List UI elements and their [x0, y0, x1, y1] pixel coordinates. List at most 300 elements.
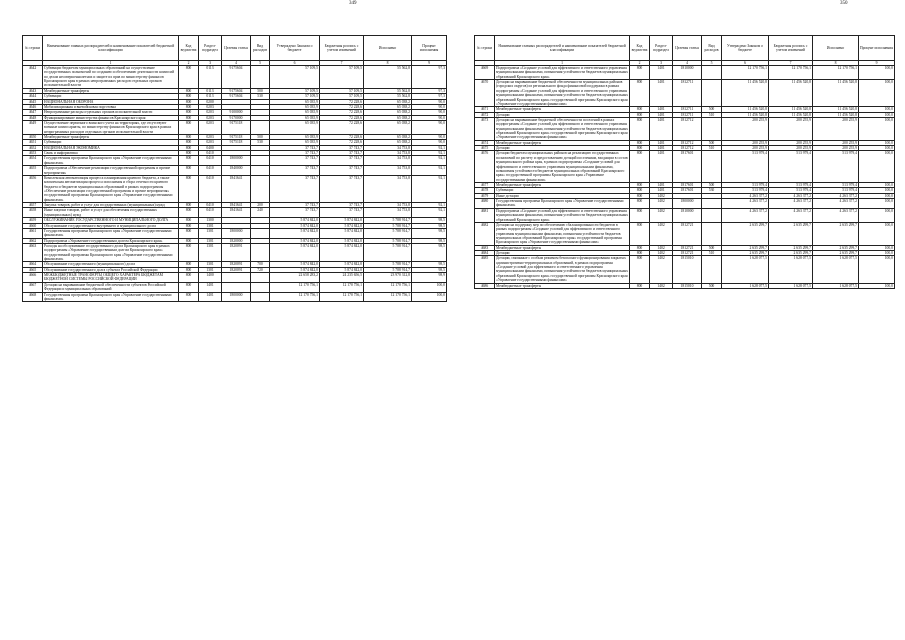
value-cell: 0410 [199, 156, 222, 166]
value-cell: 97,3 [412, 94, 447, 99]
row-name-cell: Дотации, связанные с особым режимом безопасного функционирования закрытых административно-территориальных образований, в рамках подпрограммы «Создание условий для эффективного и ответственного управления муниципальными финансами, повышения устойчивости бюджетов муниципальных образований Красноярского края» государственной программы Красноярского края «Управление государственными финансами» [496, 256, 628, 283]
value-cell: 57 109,5 [320, 88, 364, 93]
value-cell: 0203 [199, 120, 222, 134]
value-cell: 37 743,7 [270, 166, 320, 176]
value-cell: 1812711 [673, 80, 702, 107]
value-cell [251, 228, 270, 238]
value-cell: 100,0 [859, 283, 895, 288]
value-cell: 23 970 312,8 [364, 273, 412, 283]
value-cell: 0113 [199, 94, 222, 99]
value-cell: 4 263 377,2 [813, 193, 859, 198]
value-cell: 1401 [650, 182, 673, 187]
value-cell: 72 228,6 [320, 115, 364, 120]
header-cell: Исполнено [813, 36, 859, 61]
value-cell: 11 456 520,8 [769, 107, 813, 112]
value-cell: 22 658 283,2 [270, 273, 320, 283]
column-index-cell: 1 [495, 61, 630, 66]
value-cell: 1 628 077,5 [722, 256, 769, 283]
column-index-cell: 7 [769, 61, 813, 66]
value-cell: 5 874 842,0 [320, 243, 364, 261]
row-name-cell: Дотации на выравнивание бюджетной обеспеченности поселений в рамках подпрограммы «Создание условий для эффективного и ответственного управления муниципальными финансами, повышения устойчивости бюджетов муниципальных образований Красноярского края» государственной программы Красноярского края «Управление государственными финансами» [496, 117, 628, 140]
table-row [475, 222, 895, 245]
value-cell [251, 175, 270, 202]
value-cell: 800 [179, 238, 199, 243]
row-number-cell: 4664 [23, 262, 43, 267]
value-cell: 65 035,9 [270, 115, 320, 120]
header-cell: Наименование главных распорядителей и наименование показателей бюджетной классификации [495, 36, 630, 61]
value-cell: 1800000 [222, 292, 251, 302]
row-number-cell: 4685 [475, 256, 495, 283]
value-cell: 100,0 [859, 182, 895, 187]
column-index-cell: 9 [859, 61, 895, 66]
value-cell: 4 263 377,2 [813, 208, 859, 222]
value-cell: 1401 [650, 188, 673, 193]
value-cell: 1815010 [673, 283, 702, 288]
header-cell: Целевая статья [222, 36, 251, 61]
row-name-cell: Иные закупки товаров, работ и услуг для обеспечения государственных (муниципальных) нужд [43, 208, 179, 218]
table-row [23, 243, 447, 261]
header-cell: № строки [23, 36, 43, 61]
value-cell: 800 [630, 107, 650, 112]
table-row [475, 256, 895, 283]
value-cell: 65 035,9 [270, 110, 320, 115]
value-cell: 5 874 842,0 [320, 262, 364, 267]
value-cell: 65 038,2 [364, 120, 412, 134]
value-cell: 65 038,2 [364, 104, 412, 109]
value-cell: 100,0 [859, 140, 895, 145]
value-cell: 5 788 914,7 [364, 267, 412, 272]
value-cell: 100,0 [859, 66, 895, 80]
value-cell: 530 [251, 94, 270, 99]
column-index-cell: 4 [673, 61, 702, 66]
value-cell: 510 [702, 146, 722, 151]
value-cell: 800 [179, 88, 199, 93]
value-cell: 0203 [199, 115, 222, 120]
row-name-cell: Дотации [495, 251, 630, 256]
value-cell: 57 109,5 [270, 94, 320, 99]
row-number-cell: 4671 [475, 107, 495, 112]
row-name-cell: Дотации бюджетам муниципальных районов на реализацию государственных полномочий по расчету и предоставлению дотаций поселениям, входящим в состав муниципального района края, в рамках подпрограммы «Создание условий для эффективного и ответственного управления муниципальными финансами, повышения устойчивости бюджетов муниципальных образований Красноярского края» государственной программы Красноярского края «Управление государственными финансами» [496, 151, 628, 182]
value-cell: 500 [251, 88, 270, 93]
value-cell: 800 [179, 203, 199, 208]
value-cell: 12 170 756,1 [364, 282, 412, 292]
value-cell: 1820091 [222, 267, 251, 272]
value-cell: 1820091 [222, 262, 251, 267]
value-cell: 5 874 842,0 [270, 267, 320, 272]
table-row [23, 120, 447, 134]
row-name-cell: Государственная программа Красноярского края «Управление государственными финансами» [43, 228, 179, 238]
value-cell: 37 743,7 [320, 151, 364, 156]
value-cell: 0113 [199, 66, 222, 89]
value-cell: 37 743,7 [320, 208, 364, 218]
value-cell: 37 743,7 [320, 175, 364, 202]
row-name-cell: Межбюджетные трансферты [495, 245, 630, 250]
value-cell: 90,0 [412, 140, 447, 145]
value-cell: 1401 [650, 146, 673, 151]
row-number-cell: 4686 [475, 283, 495, 288]
value-cell: 11 456 520,8 [769, 80, 813, 107]
value-cell: 92,1 [412, 151, 447, 156]
value-cell: 1812712 [673, 146, 702, 151]
row-number-cell: 4649 [23, 120, 43, 134]
value-cell: 800 [630, 117, 650, 140]
value-cell: 530 [702, 188, 722, 193]
header-cell: Утверждено Законом о бюджете [270, 36, 320, 61]
row-number-cell: 4650 [23, 135, 43, 140]
value-cell: 9175118 [222, 120, 251, 134]
row-number-cell: 4675 [475, 146, 495, 151]
value-cell: 200 255,9 [722, 117, 769, 140]
row-name-cell: ОБСЛУЖИВАНИЕ ГОСУДАРСТВЕННОГО И МУНИЦИПАЛЬНОГО ДОЛГА [43, 218, 179, 223]
value-cell: 513 979,4 [722, 188, 769, 193]
value-cell: 1841641 [222, 208, 251, 218]
table-row [475, 80, 895, 107]
row-number-cell: 4652 [23, 145, 43, 150]
value-cell: 37 743,7 [270, 145, 320, 150]
value-cell: 513 979,4 [722, 151, 769, 183]
page-number: 349 [349, 1, 357, 6]
table-row [23, 228, 447, 238]
header-cell: Наименование главных распорядителей и наименование показателей бюджетной классификации [43, 36, 179, 61]
value-cell: 1 628 077,5 [722, 283, 769, 288]
value-cell: 800 [179, 115, 199, 120]
value-cell: 1401 [650, 66, 673, 80]
value-cell: 1300 [199, 218, 222, 223]
value-cell: 12 170 756,1 [769, 66, 813, 80]
header-cell: Бюджетная роспись с учетом изменений [320, 36, 364, 61]
value-cell: 9175604 [222, 88, 251, 93]
value-cell: 1817601 [673, 188, 702, 193]
value-cell: 500 [702, 245, 722, 250]
right-page [458, 0, 905, 640]
value-cell [702, 256, 722, 283]
value-cell: 800 [630, 66, 650, 80]
value-cell: 800 [630, 182, 650, 187]
value-cell: 0203 [199, 110, 222, 115]
row-number-cell: 4657 [23, 203, 43, 208]
value-cell: 800 [179, 292, 199, 302]
table-row [475, 208, 895, 222]
value-cell: 800 [179, 120, 199, 134]
value-cell: 34 753,8 [364, 166, 412, 176]
value-cell: 1402 [650, 283, 673, 288]
value-cell: 2 635 299,7 [769, 251, 813, 256]
value-cell: 65 038,2 [364, 140, 412, 145]
value-cell: 530 [251, 140, 270, 145]
value-cell: 1301 [199, 238, 222, 243]
value-cell: 510 [702, 112, 722, 117]
column-index-cell: 6 [270, 61, 320, 66]
row-number-cell: 4643 [23, 88, 43, 93]
header-cell: Процент исполнения [859, 36, 895, 61]
value-cell: 500 [702, 283, 722, 288]
value-cell: 1812711 [673, 107, 702, 112]
row-number-cell: 4665 [23, 267, 43, 272]
row-name-cell: Непрограммные расходы отдельных органов исполнительной власти [43, 110, 179, 115]
value-cell [251, 292, 270, 302]
table-row [23, 156, 447, 166]
value-cell [222, 282, 251, 292]
header-cell: Целевая статья [673, 36, 702, 61]
column-index-cell: 3 [199, 61, 222, 66]
row-name-cell: Субвенции бюджетам муниципальных образований на осуществление государственных полномочий по созданию и обеспечению деятельности комиссий по делам несовершеннолетних и защите их прав по министерству финансов Красноярского края в рамках непрограммных расходов отдельных органов исполнительной власти [43, 66, 179, 89]
value-cell: 65 038,2 [364, 110, 412, 115]
value-cell: 12 170 756,1 [320, 282, 364, 292]
value-cell: 9175118 [222, 140, 251, 145]
value-cell: 5 874 842,0 [270, 243, 320, 261]
row-number-cell: 4680 [475, 199, 495, 209]
row-name-cell: Подпрограмма «Создание условий для эффективного и ответственного управления муниципальными финансами, повышения устойчивости бюджетов муниципальных образований Красноярского края» [496, 208, 628, 222]
value-cell: 4 263 377,2 [769, 193, 813, 198]
row-number-cell: 4655 [23, 166, 43, 176]
table-row [475, 151, 895, 183]
value-cell: 1402 [650, 199, 673, 209]
row-name-cell: Субвенции [495, 188, 630, 193]
value-cell: 2 635 299,7 [769, 222, 813, 245]
value-cell: 2 635 299,7 [813, 222, 859, 245]
value-cell [702, 208, 722, 222]
value-cell [702, 151, 722, 183]
value-cell: 1402 [650, 256, 673, 283]
value-cell: 37 743,7 [270, 175, 320, 202]
row-number-cell: 4681 [475, 208, 495, 222]
value-cell: 11 456 520,8 [722, 107, 769, 112]
column-index-cell: 6 [722, 61, 769, 66]
value-cell: 90,0 [412, 110, 447, 115]
value-cell: 11 456 520,8 [813, 112, 859, 117]
value-cell: 34 753,8 [364, 208, 412, 218]
value-cell: 800 [630, 80, 650, 107]
value-cell: 1 628 077,5 [769, 283, 813, 288]
value-cell: 5 874 842,0 [270, 218, 320, 223]
value-cell: 4 263 377,2 [813, 199, 859, 209]
row-name-cell: Субвенции [43, 140, 179, 145]
value-cell: 800 [179, 66, 199, 89]
value-cell: 800 [630, 283, 650, 288]
value-cell: 98,5 [412, 238, 447, 243]
value-cell: 2 635 299,7 [813, 251, 859, 256]
value-cell: 34 753,8 [364, 203, 412, 208]
header-cell: № строки [475, 36, 495, 61]
value-cell: 4 263 377,2 [722, 193, 769, 198]
value-cell: 513 979,4 [769, 151, 813, 183]
row-name-cell: НАЦИОНАЛЬНАЯ ЭКОНОМИКА [43, 145, 179, 150]
table-row [23, 208, 447, 218]
value-cell: 1301 [199, 262, 222, 267]
value-cell: 800 [630, 256, 650, 283]
value-cell: 92,1 [412, 156, 447, 166]
value-cell: 2 635 299,7 [769, 245, 813, 250]
value-cell: 11 456 520,8 [813, 80, 859, 107]
value-cell: 100,0 [859, 117, 895, 140]
value-cell: 200 255,9 [722, 140, 769, 145]
row-number-cell: 4666 [23, 273, 43, 283]
column-index-cell: 1 [43, 61, 179, 66]
value-cell: 65 035,9 [270, 99, 320, 104]
value-cell: 9175604 [222, 94, 251, 99]
value-cell: 200 255,9 [769, 140, 813, 145]
value-cell: 1301 [199, 267, 222, 272]
value-cell: 1820091 [222, 243, 251, 261]
value-cell [251, 166, 270, 176]
value-cell: 34 753,8 [364, 145, 412, 150]
value-cell: 5 788 914,7 [364, 218, 412, 223]
row-name-cell: Межбюджетные трансферты [495, 283, 630, 288]
row-number-cell: 4677 [475, 182, 495, 187]
value-cell: 0200 [199, 99, 222, 104]
row-number-cell: 4651 [23, 140, 43, 145]
value-cell: 37 743,7 [270, 203, 320, 208]
value-cell: 37 743,7 [270, 208, 320, 218]
row-number-cell: 4647 [23, 110, 43, 115]
value-cell: 1400 [199, 273, 222, 283]
value-cell: 92,1 [412, 166, 447, 176]
value-cell: 100,0 [859, 188, 895, 193]
value-cell: 1841641 [222, 175, 251, 202]
value-cell: 1812721 [673, 251, 702, 256]
value-cell: 90,0 [412, 120, 447, 134]
value-cell: 800 [179, 228, 199, 238]
row-number-cell: 4653 [23, 151, 43, 156]
value-cell: 700 [251, 262, 270, 267]
value-cell: 97,3 [412, 66, 447, 89]
value-cell: 37 743,7 [270, 151, 320, 156]
row-name-cell: Субвенции [43, 94, 179, 99]
value-cell: 72 228,6 [320, 110, 364, 115]
value-cell: 1820000 [222, 238, 251, 243]
value-cell: 800 [179, 218, 199, 223]
value-cell: 9175118 [222, 135, 251, 140]
row-number-cell: 4660 [23, 223, 43, 228]
row-name-cell: Функционирование министерства финансов Красноярского края [43, 115, 179, 120]
value-cell: 5 874 842,0 [320, 238, 364, 243]
value-cell: 1 628 077,5 [769, 256, 813, 283]
value-cell: 100,0 [859, 151, 895, 183]
value-cell: 34 753,8 [364, 175, 412, 202]
row-number-cell: 4674 [475, 140, 495, 145]
value-cell [251, 243, 270, 261]
value-cell: 1840000 [222, 166, 251, 176]
value-cell: 12 170 756,1 [364, 292, 412, 302]
table-row [475, 117, 895, 140]
row-name-cell: Комплексная автоматизация процесса планирования краевого бюджета, а также комплексная автоматизация процесса исполнения и сбора отчетности краевого бюджета и бюджетов муниципальных образований в рамках подпрограммы «Обеспечение реализации государственной программы и прочие мероприятия» государственной программы Красноярского края «Управление государственными финансами» [43, 175, 179, 202]
value-cell: 1401 [650, 151, 673, 183]
value-cell: 37 743,7 [270, 156, 320, 166]
value-cell: 98,5 [412, 243, 447, 261]
value-cell: 800 [179, 156, 199, 166]
header-row [23, 36, 447, 61]
value-cell: 1812712 [673, 117, 702, 140]
row-number-cell: 4662 [23, 238, 43, 243]
value-cell: 97,3 [412, 88, 447, 93]
row-name-cell: Связь и информатика [43, 151, 179, 156]
header-cell: Раздел-подраздел [199, 36, 222, 61]
value-cell: 0203 [199, 135, 222, 140]
value-cell: 100,0 [859, 80, 895, 107]
row-number-cell: 4663 [23, 243, 43, 261]
row-number-cell: 4668 [23, 292, 43, 302]
column-index-cell: 8 [364, 61, 412, 66]
row-name-cell: Обслуживание государственного долга субъекта Российской Федерации [43, 267, 179, 272]
header-cell: Код ведомства [630, 36, 650, 61]
table-row [23, 282, 447, 292]
value-cell: 800 [179, 94, 199, 99]
value-cell: 90,0 [412, 104, 447, 109]
value-cell: 5 874 842,0 [270, 228, 320, 238]
value-cell: 5 874 842,0 [320, 223, 364, 228]
value-cell: 800 [179, 140, 199, 145]
value-cell: 12 170 756,1 [270, 292, 320, 302]
row-number-cell: 4667 [23, 282, 43, 292]
value-cell: 800 [179, 135, 199, 140]
value-cell: 100,0 [859, 222, 895, 245]
value-cell: 5 874 842,0 [320, 267, 364, 272]
value-cell: 1401 [650, 117, 673, 140]
value-cell: 4 263 377,2 [769, 199, 813, 209]
value-cell: 200 255,9 [722, 146, 769, 151]
value-cell: 37 743,7 [320, 203, 364, 208]
row-name-cell: МЕЖБЮДЖЕТНЫЕ ТРАНСФЕРТЫ ОБЩЕГО ХАРАКТЕРА БЮДЖЕТАМ БЮДЖЕТНОЙ СИСТЕМЫ РОССИЙСКОЙ ФЕДЕРАЦИИ [43, 273, 179, 283]
value-cell: 800 [630, 146, 650, 151]
header-cell: Раздел-подраздел [650, 36, 673, 61]
value-cell: 2 635 299,7 [722, 222, 769, 245]
row-name-cell: Дотации [495, 146, 630, 151]
value-cell: 1800000 [222, 228, 251, 238]
value-cell: 100,0 [412, 292, 447, 302]
value-cell: 65 035,9 [270, 104, 320, 109]
value-cell: 1301 [199, 243, 222, 261]
value-cell: 57 109,5 [270, 66, 320, 89]
row-number-cell: 4683 [475, 245, 495, 250]
value-cell: 98,9 [412, 273, 447, 283]
value-cell: 1812711 [673, 112, 702, 117]
value-cell: 100,0 [859, 245, 895, 250]
value-cell: 1402 [650, 222, 673, 245]
value-cell [251, 120, 270, 134]
column-index-cell: 5 [702, 61, 722, 66]
value-cell: 800 [630, 222, 650, 245]
value-cell: 1301 [199, 228, 222, 238]
row-number-cell: 4654 [23, 156, 43, 166]
value-cell: 65 038,2 [364, 115, 412, 120]
header-cell: Код ведомства [179, 36, 199, 61]
header-cell: Процент исполнения [412, 36, 447, 61]
value-cell: 800 [179, 243, 199, 261]
value-cell: 98,5 [412, 223, 447, 228]
value-cell: 800 [179, 110, 199, 115]
row-name-cell: Закупка товаров, работ и услуг для государственных (муниципальных) нужд [43, 203, 179, 208]
row-name-cell: Государственная программа Красноярского края «Управление государственными финансами» [43, 292, 179, 302]
value-cell: 0113 [199, 88, 222, 93]
column-index-cell: 2 [179, 61, 199, 66]
value-cell: 55 562,8 [364, 88, 412, 93]
value-cell: 800 [179, 262, 199, 267]
value-cell: 90,0 [412, 115, 447, 120]
value-cell: 11 456 520,8 [722, 80, 769, 107]
value-cell: 98,5 [412, 267, 447, 272]
value-cell: 5 788 914,7 [364, 238, 412, 243]
value-cell [251, 273, 270, 283]
row-number-cell: 4682 [475, 222, 495, 245]
value-cell: 24 235 656,5 [320, 273, 364, 283]
value-cell: 800 [179, 99, 199, 104]
row-name-cell: Иные дотации [495, 193, 630, 198]
value-cell: 100,0 [859, 208, 895, 222]
header-cell: Бюджетная роспись с учетом изменений [769, 36, 813, 61]
value-cell: 34 753,8 [364, 151, 412, 156]
value-cell: 12 170 756,1 [813, 66, 859, 80]
value-cell: 90,0 [412, 99, 447, 104]
